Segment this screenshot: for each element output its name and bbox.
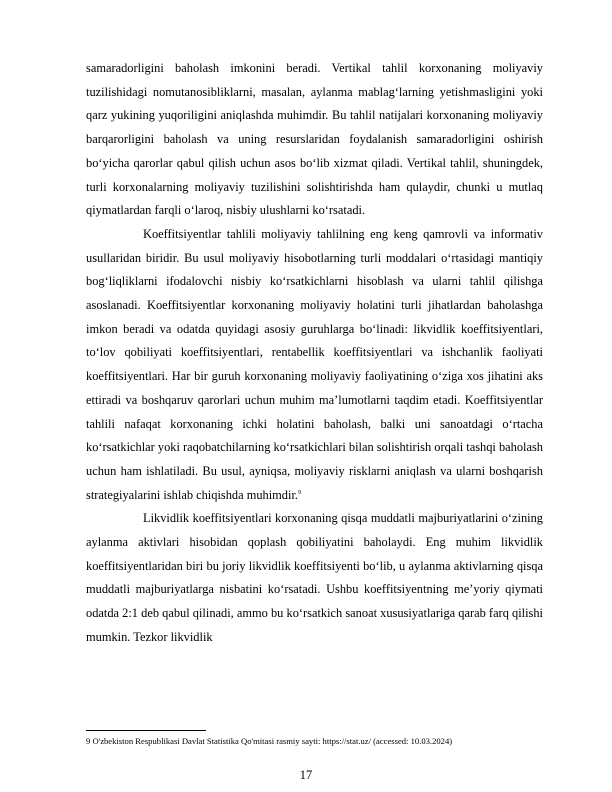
page-number: 17 <box>299 768 313 782</box>
footnote-reference[interactable]: 9 <box>297 489 301 496</box>
paragraph-1-text: samaradorligini baholash imkonini beradi. Vertikal tahlil korxonaning moliyaviy tuzilishidagi nomutanosibliklarni, masalan, aylanma mablag‘larning yetishmasligini yoki qarz yukining yuqoriligini aniqlashda muhimdir. Bu tahlil natijalari korxonaning moliyaviy barqarorligini baholash va uning resurslaridan foydalanish samaradorligini oshirish bo‘yicha qarorlar qabul qilish uchun asos bo‘lib xizmat qiladi. Vertikal tahlil, shuningdek, turli korxonalarning moliyaviy tuzilishini solishtirishda ham qulaydir, chunki u mutlaq qiymatlardan farqli o‘laroq, nisbiy ulushlarni ko‘rsatadi. <box>86 61 543 218</box>
paragraph-1 <box>86 57 543 223</box>
paragraph-2 <box>86 223 543 507</box>
footnote-separator <box>86 730 206 731</box>
paragraph-3 <box>86 507 543 649</box>
paragraph-2-text: Koeffitsiyentlar tahlili moliyaviy tahlilning eng keng qamrovli va informativ usullaridan biridir. Bu usul moliyaviy hisobotlarning turli moddalari o‘rtasidagi mantiqiy bog‘liqliklarni ifodalovchi nisbiy ko‘rsatkichlarni hisoblash va ularni tahlil qilishga asoslanadi. Koeffitsiyentlar korxonaning moliyaviy holatini turli jihatlardan baholashga imkon beradi va odatda quyidagi asosiy guruhlarga bo‘linadi: likvidlik koeffitsiyentlari, to‘lov qobiliyati koeffitsiyentlari, rentabellik koeffitsiyentlari va ishchanlik faoliyati koeffitsiyentlari. Har bir guruh korxonaning moliyaviy faoliyatining o‘ziga xos jihatini aks ettiradi va boshqaruv qarorlari uchun muhim ma’lumotlarni taqdim etadi. Koeffitsiyentlar tahlili nafaqat korxonaning ichki holatini baholash, balki uni sanoatdagi o‘rtacha ko‘rsatkichlar yoki raqobatchilarning ko‘rsatkichlari bilan solishtirish orqali tashqi baholash uchun ham ishlatiladi. Bu usul, ayniqsa, moliyaviy risklarni aniqlash va ularni boshqarish strategiyalarini ishlab chiqishda muhimdir. <box>86 226 543 502</box>
footnote: 9 O'zbekiston Respublikasi Davlat Statistika Qo'mitasi rasmiy sayti: https://stat.uz/ (accessed: 10.03.2024) <box>86 736 453 746</box>
page-body <box>86 57 543 650</box>
paragraph-3-text: Likvidlik koeffitsiyentlari korxonaning qisqa muddatli majburiyatlarini o‘zining aylanma aktivlari hisobidan qoplash qobiliyatini baholaydi. Eng muhim likvidlik koeffitsiyentlaridan biri bu joriy likvidlik koeffitsiyenti bo‘lib, u aylanma aktivlarning qisqa muddatli majburiyatlarga nisbatini ko‘rsatadi. Ushbu koeffitsiyentning me’yoriy qiymati odatda 2:1 deb qabul qilinadi, ammo bu ko‘rsatkich sanoat xususiyatlariga qarab farq qilishi mumkin. Tezkor likvidlik <box>86 511 543 644</box>
